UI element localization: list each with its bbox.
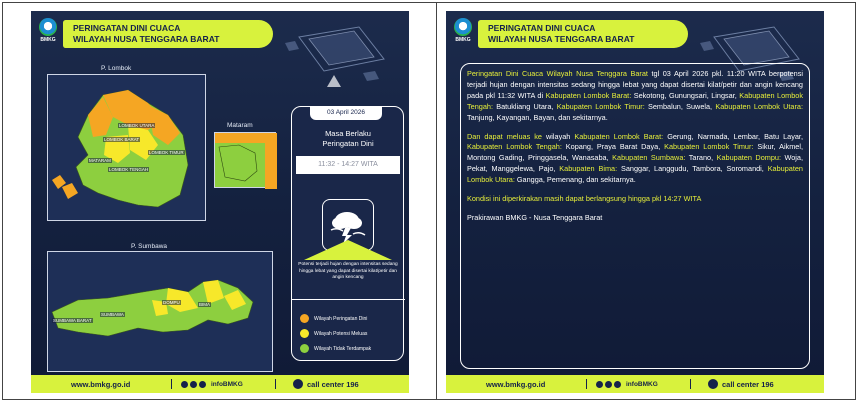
- bmkg-logo: BMKG: [37, 18, 59, 44]
- legend-item-warning: Wilayah Peringatan Dini: [300, 314, 367, 323]
- bulletin-paragraph-1: Peringatan Dini Cuaca Wilayah Nusa Tenggara Barat tgl 03 April 2026 pkl. 11:20 WITA berpotensi terjadi hujan dengan intensitas sedang hingga lebat yang dapat disertai kilat/petir dan angin kencang pada pkl 11:32 WITA di Kabupaten Lombok Barat: Sekotong, Gunungsari, Lingsar, Kabupaten Lombok Tengah: Batukliang Utara, Kabupaten Lombok Timur: Sembalun, Suwela, Kabupaten Lombok Utara: Tanjung, Kayangan, Bayan, dan sekitarnya.: [467, 69, 804, 122]
- header-line2: WILAYAH NUSA TENGGARA BARAT: [488, 34, 635, 44]
- validity-info-card: [291, 106, 404, 361]
- mataram-map: [214, 132, 276, 188]
- lombok-label-tengah: LOMBOK TENGAH: [109, 167, 149, 172]
- youtube-icon: [199, 381, 206, 388]
- twitter-icon: [596, 381, 603, 388]
- sumbawa-label-dompu: DOMPU: [163, 300, 180, 305]
- warning-date: 03 April 2026: [310, 106, 382, 120]
- mataram-map-title: Mataram: [227, 122, 253, 129]
- lombok-label-utara: LOMBOK UTARA: [119, 123, 155, 128]
- header-title: [63, 20, 273, 48]
- website-link[interactable]: www.bmkg.go.id: [486, 379, 546, 389]
- satellite-decoration-icon: [279, 19, 399, 89]
- footer-bar: [446, 375, 824, 393]
- bulletin-text-card: [460, 63, 810, 369]
- call-center[interactable]: call center 196: [708, 379, 774, 389]
- twitter-icon: [181, 381, 188, 388]
- bulletin-signature: Prakirawan BMKG - Nusa Tenggara Barat: [467, 212, 603, 222]
- footer-divider: [171, 379, 172, 389]
- potential-description: Potensi terjadi hujan dengan intensitas sedang hingga lebat yang dapat disertai kilat/petir dan angin kencang: [298, 262, 398, 280]
- social-handle[interactable]: infoBMKG: [596, 381, 658, 388]
- warning-map-panel: [31, 11, 409, 393]
- sumbawa-label-bima: BIMA: [199, 302, 211, 307]
- green-dot-icon: [300, 344, 309, 353]
- frame-divider: [436, 2, 437, 400]
- header-title: [478, 20, 688, 48]
- validity-title: Masa Berlaku Peringatan Dini: [322, 129, 374, 148]
- lombok-map-title: P. Lombok: [101, 65, 132, 72]
- youtube-icon: [614, 381, 621, 388]
- sumbawa-island-shape: [48, 252, 274, 373]
- map-legend: [292, 299, 405, 352]
- website-link[interactable]: www.bmkg.go.id: [71, 379, 131, 389]
- sumbawa-label-barat: SUMBAWA BARAT: [53, 318, 92, 323]
- instagram-icon: [605, 381, 612, 388]
- yellow-dot-icon: [300, 329, 309, 338]
- instagram-icon: [190, 381, 197, 388]
- mataram-shape: [215, 133, 277, 189]
- phone-icon: [708, 379, 718, 389]
- sumbawa-label-sumbawa: SUMBAWA: [101, 312, 124, 317]
- social-handle[interactable]: infoBMKG: [181, 381, 243, 388]
- bulletin-paragraph-2: Dan dapat meluas ke wilayah Kabupaten Lombok Barat: Gerung, Narmada, Lembar, Batu Layar, Kabupaten Lombok Tengah: Kopang, Praya Barat Daya, Kabupaten Lombok Timur: Sikur, Aikmel, Montong Gading, Pringgasela, Wanasaba, Kabupaten Sumbawa: Tarano, Kabupaten Dompu: Woja, Pekat, Manggelewa, Pajo, Kabupaten Bima: Sanggar, Langgudu, Tambora, Soromandi, Kabupaten Lombok Utara: Gangga, Pemenang, dan sekitarnya.: [467, 131, 803, 185]
- lombok-map: [47, 74, 206, 221]
- validity-time: 11:32 - 14:27 WITA: [296, 156, 400, 174]
- lombok-label-mataram: MATARAM: [89, 158, 111, 163]
- lombok-label-timur: LOMBOK TIMUR: [149, 150, 184, 155]
- footer-bar: [31, 375, 409, 393]
- header-line1: PERINGATAN DINI CUACA: [488, 23, 596, 33]
- lombok-island-shape: [48, 75, 207, 222]
- warning-text-panel: [446, 11, 824, 393]
- header-line1: PERINGATAN DINI CUACA: [73, 23, 181, 33]
- warning-triangle: [304, 240, 392, 260]
- call-center[interactable]: call center 196: [293, 379, 359, 389]
- sumbawa-map-title: P. Sumbawa: [131, 243, 168, 250]
- bulletin-paragraph-3: Kondisi ini diperkirakan masih dapat berlangsung hingga pkl 14:27 WITA: [467, 194, 702, 204]
- phone-icon: [293, 379, 303, 389]
- footer-divider: [275, 379, 276, 389]
- footer-divider: [586, 379, 587, 389]
- legend-item-expand: Wilayah Potensi Meluas: [300, 329, 367, 338]
- lombok-label-barat: LOMBOK BARAT: [104, 137, 140, 142]
- sumbawa-map: [47, 251, 273, 372]
- footer-divider: [690, 379, 691, 389]
- bmkg-logo: BMKG: [452, 18, 474, 44]
- orange-dot-icon: [300, 314, 309, 323]
- header-line2: WILAYAH NUSA TENGGARA BARAT: [73, 34, 220, 44]
- legend-item-unaffected: Wilayah Tidak Terdampak: [300, 344, 371, 353]
